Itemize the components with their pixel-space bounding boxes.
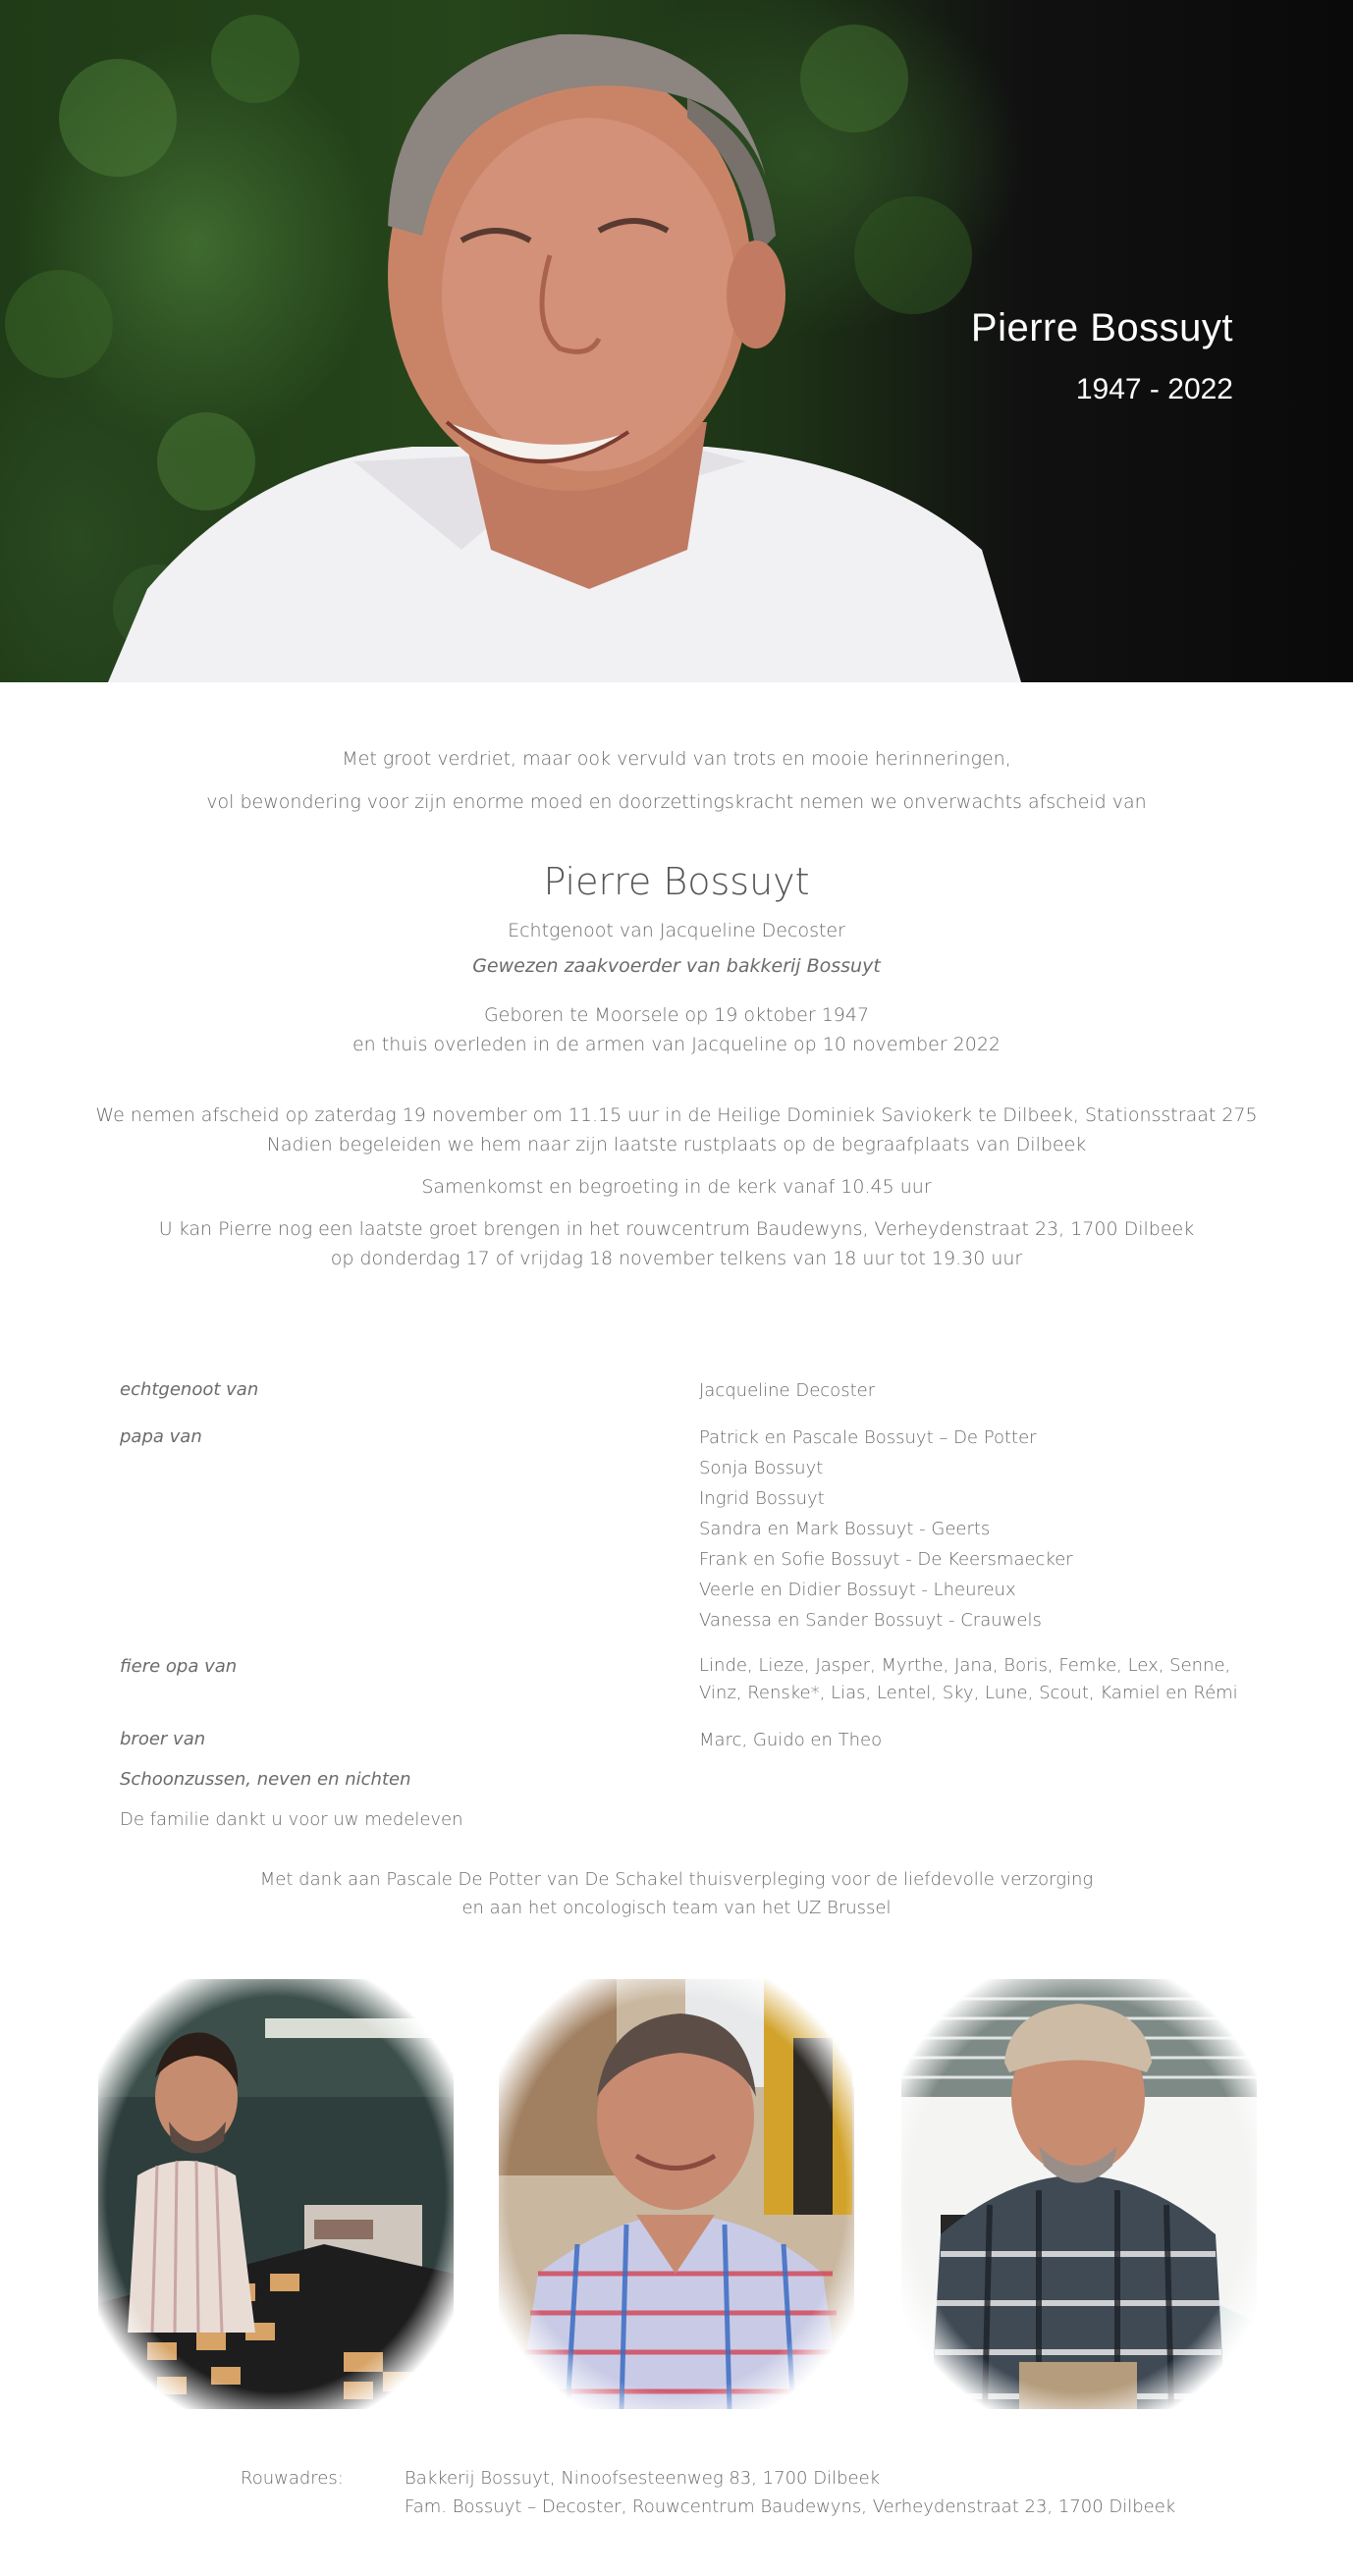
intro-line-1: Met groot verdriet, maar ook vervuld van trots en mooie herinneringen, — [342, 748, 1011, 770]
relation-value: Frank en Sofie Bossuyt - De Keersmaecker — [699, 1549, 1073, 1570]
cap-photo — [901, 1979, 1257, 2409]
address-lines — [405, 2464, 1175, 2521]
visit-line-2: op donderdag 17 of vrijdag 18 november telkens van 18 uur tot 19.30 uur — [330, 1248, 1023, 1269]
hero-years: 1947 - 2022 — [1075, 373, 1233, 405]
spouse-label: echtgenoot van — [120, 1379, 259, 1400]
brother-values — [699, 1725, 882, 1755]
hero-name: Pierre Bossuyt — [970, 306, 1233, 349]
family-thanks: De familie dankt u voor uw medeleven — [120, 1809, 463, 1830]
relation-value: Ingrid Bossuyt — [699, 1488, 825, 1509]
spouse-line: Echtgenoot van Jacqueline Decoster — [508, 920, 845, 941]
deceased-name: Pierre Bossuyt — [543, 860, 810, 903]
address-line: Fam. Bossuyt – Decoster, Rouwcentrum Baudewyns, Verheydenstraat 23, 1700 Dilbeek — [405, 2496, 1176, 2517]
grandfather-values — [699, 1652, 1238, 1707]
gathering-line: Samenkomst en begroeting in de kerk vanaf 10.45 uur — [421, 1176, 932, 1198]
burial-line: Nadien begeleiden we hem naar zijn laatste rustplaats op de begraafplaats van Dilbeek — [266, 1134, 1087, 1155]
relation-value: Patrick en Pascale Bossuyt – De Potter — [699, 1427, 1037, 1448]
grandfather-label: fiere opa van — [120, 1656, 238, 1677]
occupation-line: Gewezen zaakvoerder van bakkerij Bossuyt — [472, 955, 881, 977]
hero-banner — [0, 0, 1353, 682]
thanks-line-2: en aan het oncologisch team van het UZ Brussel — [461, 1898, 892, 1918]
relation-value: Vinz, Renske*, Lias, Lentel, Sky, Lune, Scout, Kamiel en Rémi — [699, 1683, 1238, 1703]
bakery-photo — [98, 1979, 454, 2409]
intro-line-2: vol bewondering voor zijn enorme moed en doorzettingskracht nemen we onverwachts afscheid van — [206, 791, 1147, 813]
inlaws-label: Schoonzussen, neven en nichten — [120, 1769, 411, 1790]
spouse-values — [699, 1375, 875, 1406]
father-label: papa van — [120, 1426, 202, 1447]
birth-death-block — [0, 1000, 1353, 1059]
born-line: Geboren te Moorsele op 19 oktober 1947 — [483, 1004, 870, 1026]
died-line: en thuis overleden in de armen van Jacqueline op 10 november 2022 — [352, 1034, 1001, 1055]
relation-value: Sandra en Mark Bossuyt - Geerts — [699, 1519, 991, 1539]
relation-value: Veerle en Didier Bossuyt - Lheureux — [699, 1580, 1016, 1600]
funeral-line: We nemen afscheid op zaterdag 19 november om 11.15 uur in de Heilige Dominiek Saviokerk te Dilbeek, Stationsstraat 275 — [95, 1104, 1258, 1126]
relation-value: Sonja Bossuyt — [699, 1458, 824, 1478]
relation-value: Linde, Lieze, Jasper, Myrthe, Jana, Boris, Femke, Lex, Senne, — [699, 1655, 1231, 1676]
address-label: Rouwadres: — [241, 2468, 344, 2489]
checkered-shirt-photo — [499, 1979, 854, 2409]
relation-value: Jacqueline Decoster — [699, 1380, 876, 1401]
relation-value: Vanessa en Sander Bossuyt - Crauwels — [699, 1610, 1042, 1631]
visit-line-1: U kan Pierre nog een laatste groet brengen in het rouwcentrum Baudewyns, Verheydenstraat 23, 1700 Dilbeek — [158, 1218, 1195, 1240]
brother-label: broer van — [120, 1729, 206, 1749]
relation-value: Marc, Guido en Theo — [699, 1730, 883, 1750]
thanks-line-1: Met dank aan Pascale De Potter van De Schakel thuisverpleging voor de liefdevolle verzorging — [259, 1869, 1094, 1890]
father-values — [699, 1422, 1073, 1636]
address-line: Bakkerij Bossuyt, Ninoofsesteenweg 83, 1700 Dilbeek — [405, 2468, 881, 2489]
